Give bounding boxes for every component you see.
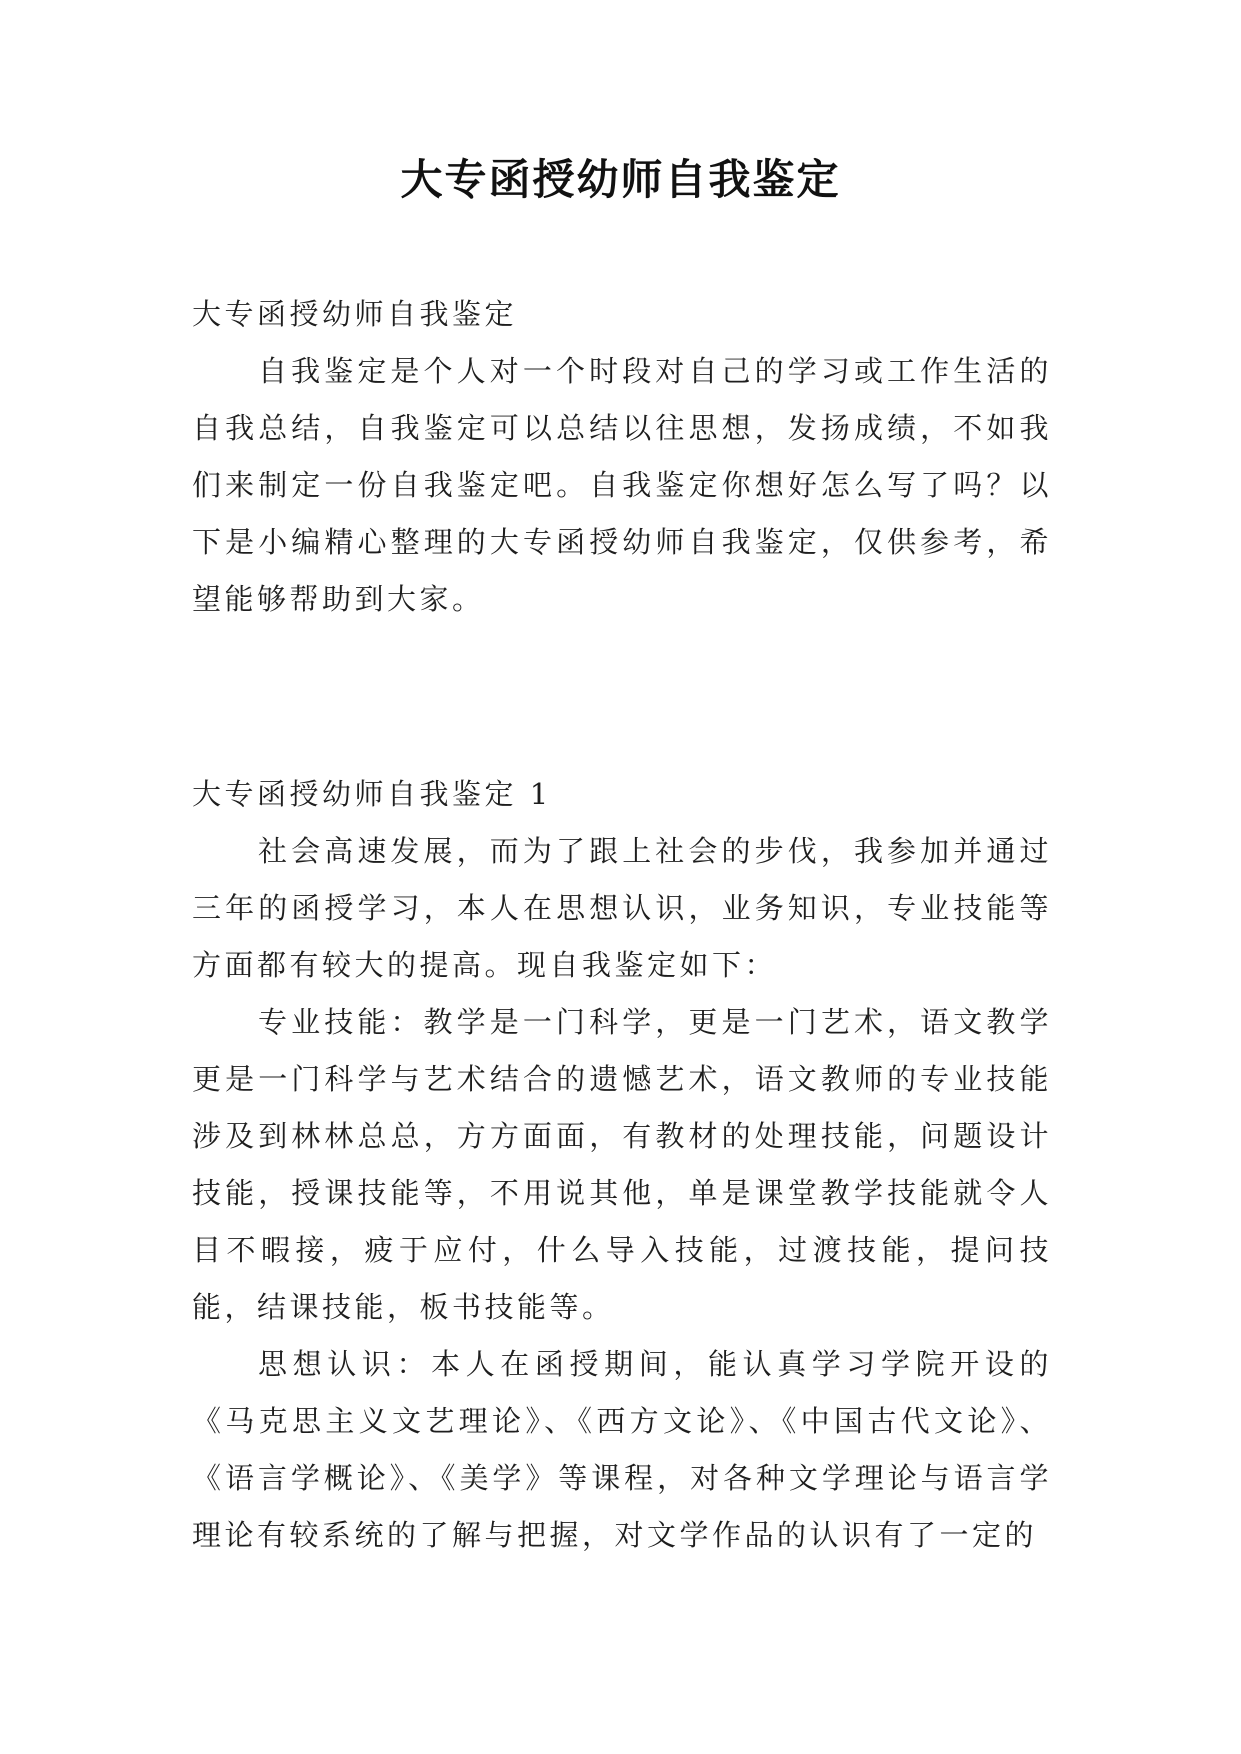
document-title: 大专函授幼师自我鉴定 xyxy=(400,155,841,204)
intro-heading: 大专函授幼师自我鉴定 xyxy=(192,297,518,331)
section-1-heading: 大专函授幼师自我鉴定 1 xyxy=(192,777,552,811)
section-1 xyxy=(192,766,1052,1564)
section-1-paragraph-3: 思想认识：本人在函授期间，能认真学习学院开设的《马克思主义文艺理论》、《西方文论》、《中国古代文论》、《语言学概论》、《美学》等课程，对各种文学理论与语言学理论有较系统的了解与把握，对文学作品的认识有了一定的 xyxy=(192,1347,1052,1552)
intro-section xyxy=(192,286,1052,628)
section-1-paragraph-1: 社会高速发展，而为了跟上社会的步伐，我参加并通过三年的函授学习，本人在思想认识，业务知识，专业技能等方面都有较大的提高。现自我鉴定如下： xyxy=(192,834,1052,982)
intro-paragraph: 自我鉴定是个人对一个时段对自己的学习或工作生活的自我总结，自我鉴定可以总结以往思想，发扬成绩，不如我们来制定一份自我鉴定吧。自我鉴定你想好怎么写了吗？以下是小编精心整理的大专函授幼师自我鉴定，仅供参考，希望能够帮助到大家。 xyxy=(192,354,1052,616)
section-1-paragraph-2: 专业技能：教学是一门科学，更是一门艺术，语文教学更是一门科学与艺术结合的遗憾艺术，语文教师的专业技能涉及到林林总总，方方面面，有教材的处理技能，问题设计技能，授课技能等，不用说其他，单是课堂教学技能就令人目不暇接，疲于应付，什么导入技能，过渡技能，提问技能，结课技能，板书技能等。 xyxy=(192,1005,1052,1324)
